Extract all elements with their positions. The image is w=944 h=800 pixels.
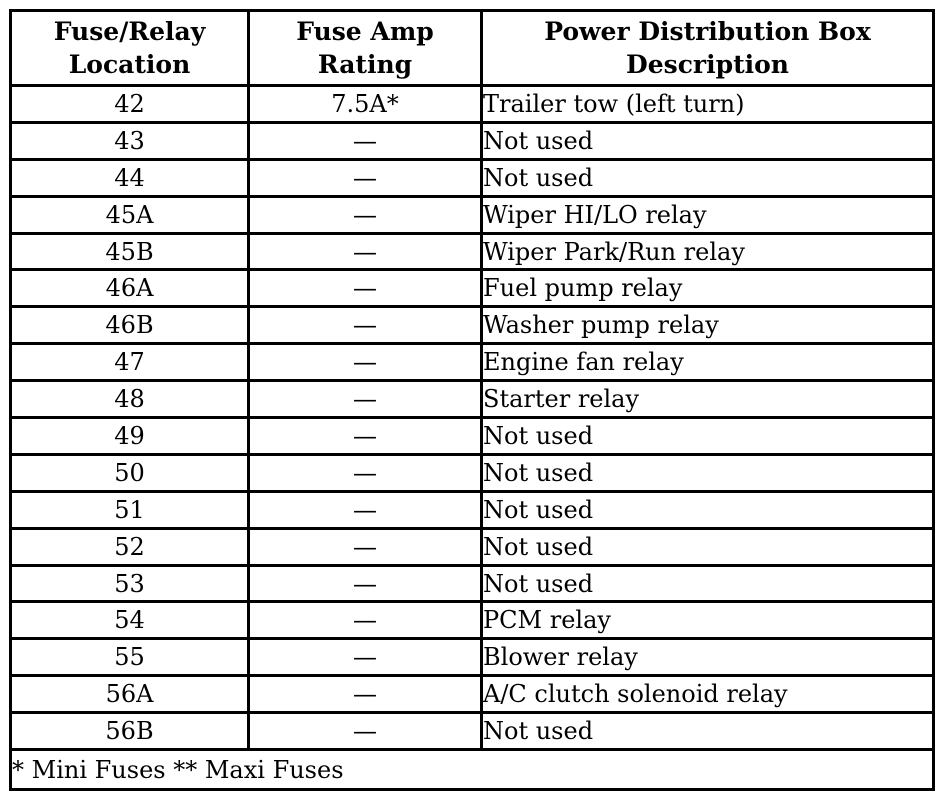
location-cell: 53 [12,567,250,604]
location-cell: 46A [12,271,250,308]
description-cell: Wiper HI/LO relay [483,198,932,235]
rating-cell: — [250,382,483,419]
header-location-line2: Location [68,50,191,79]
rating-cell: — [250,493,483,530]
rating-cell: — [250,640,483,677]
description-cell: Not used [483,161,932,198]
fuse-relay-table [9,9,935,791]
location-cell: 56A [12,677,250,714]
footnote: * Mini Fuses ** Maxi Fuses [12,755,344,784]
location-cell: 52 [12,530,250,567]
description-cell: Not used [483,530,932,567]
description-cell: Washer pump relay [483,308,932,345]
rating-cell: — [250,198,483,235]
rating-cell: — [250,271,483,308]
rating-cell: 7.5A* [250,87,483,124]
rating-cell: — [250,161,483,198]
location-cell: 49 [12,419,250,456]
table-row [12,124,932,161]
description-cell: Not used [483,419,932,456]
rating-cell: — [250,124,483,161]
location-cell: 45A [12,198,250,235]
location-cell: 45B [12,235,250,272]
table-row [12,271,932,308]
table-row [12,603,932,640]
description-cell: Not used [483,456,932,493]
table-row [12,530,932,567]
header-rating-line2: Rating [317,50,413,79]
table-row [12,567,932,604]
location-cell: 46B [12,308,250,345]
table-row [12,235,932,272]
location-cell: 56B [12,714,250,751]
header-rating [250,12,483,87]
rating-cell: — [250,603,483,640]
description-cell: Engine fan relay [483,345,932,382]
description-cell: Wiper Park/Run relay [483,235,932,272]
table-row [12,87,932,124]
footnote-row [12,751,932,788]
location-cell: 51 [12,493,250,530]
location-cell: 54 [12,603,250,640]
rating-cell: — [250,677,483,714]
table-row [12,493,932,530]
header-description [483,12,932,87]
description-cell: Not used [483,714,932,751]
header-rating-line1: Fuse Amp [296,17,434,46]
table-row [12,714,932,751]
rating-cell: — [250,567,483,604]
table-body [12,87,932,751]
rating-cell: — [250,530,483,567]
location-cell: 44 [12,161,250,198]
header-description-line1: Power Distribution Box [544,17,871,46]
description-cell: Not used [483,567,932,604]
description-cell: Fuel pump relay [483,271,932,308]
rating-cell: — [250,714,483,751]
table-row [12,308,932,345]
location-cell: 48 [12,382,250,419]
location-cell: 50 [12,456,250,493]
table-row [12,456,932,493]
table-row [12,677,932,714]
header-location-line1: Fuse/Relay [53,17,206,46]
description-cell: Blower relay [483,640,932,677]
header-row [12,12,932,87]
table-row [12,640,932,677]
location-cell: 42 [12,87,250,124]
rating-cell: — [250,419,483,456]
description-cell: Starter relay [483,382,932,419]
location-cell: 43 [12,124,250,161]
description-cell: PCM relay [483,603,932,640]
location-cell: 47 [12,345,250,382]
table-row [12,198,932,235]
table-row [12,161,932,198]
description-cell: Not used [483,493,932,530]
table-row [12,382,932,419]
rating-cell: — [250,345,483,382]
location-cell: 55 [12,640,250,677]
table-row [12,419,932,456]
rating-cell: — [250,456,483,493]
description-cell: Trailer tow (left turn) [483,87,932,124]
description-cell: A/C clutch solenoid relay [483,677,932,714]
table-row [12,345,932,382]
header-location [12,12,250,87]
header-description-line2: Description [626,50,789,79]
rating-cell: — [250,235,483,272]
description-cell: Not used [483,124,932,161]
rating-cell: — [250,308,483,345]
